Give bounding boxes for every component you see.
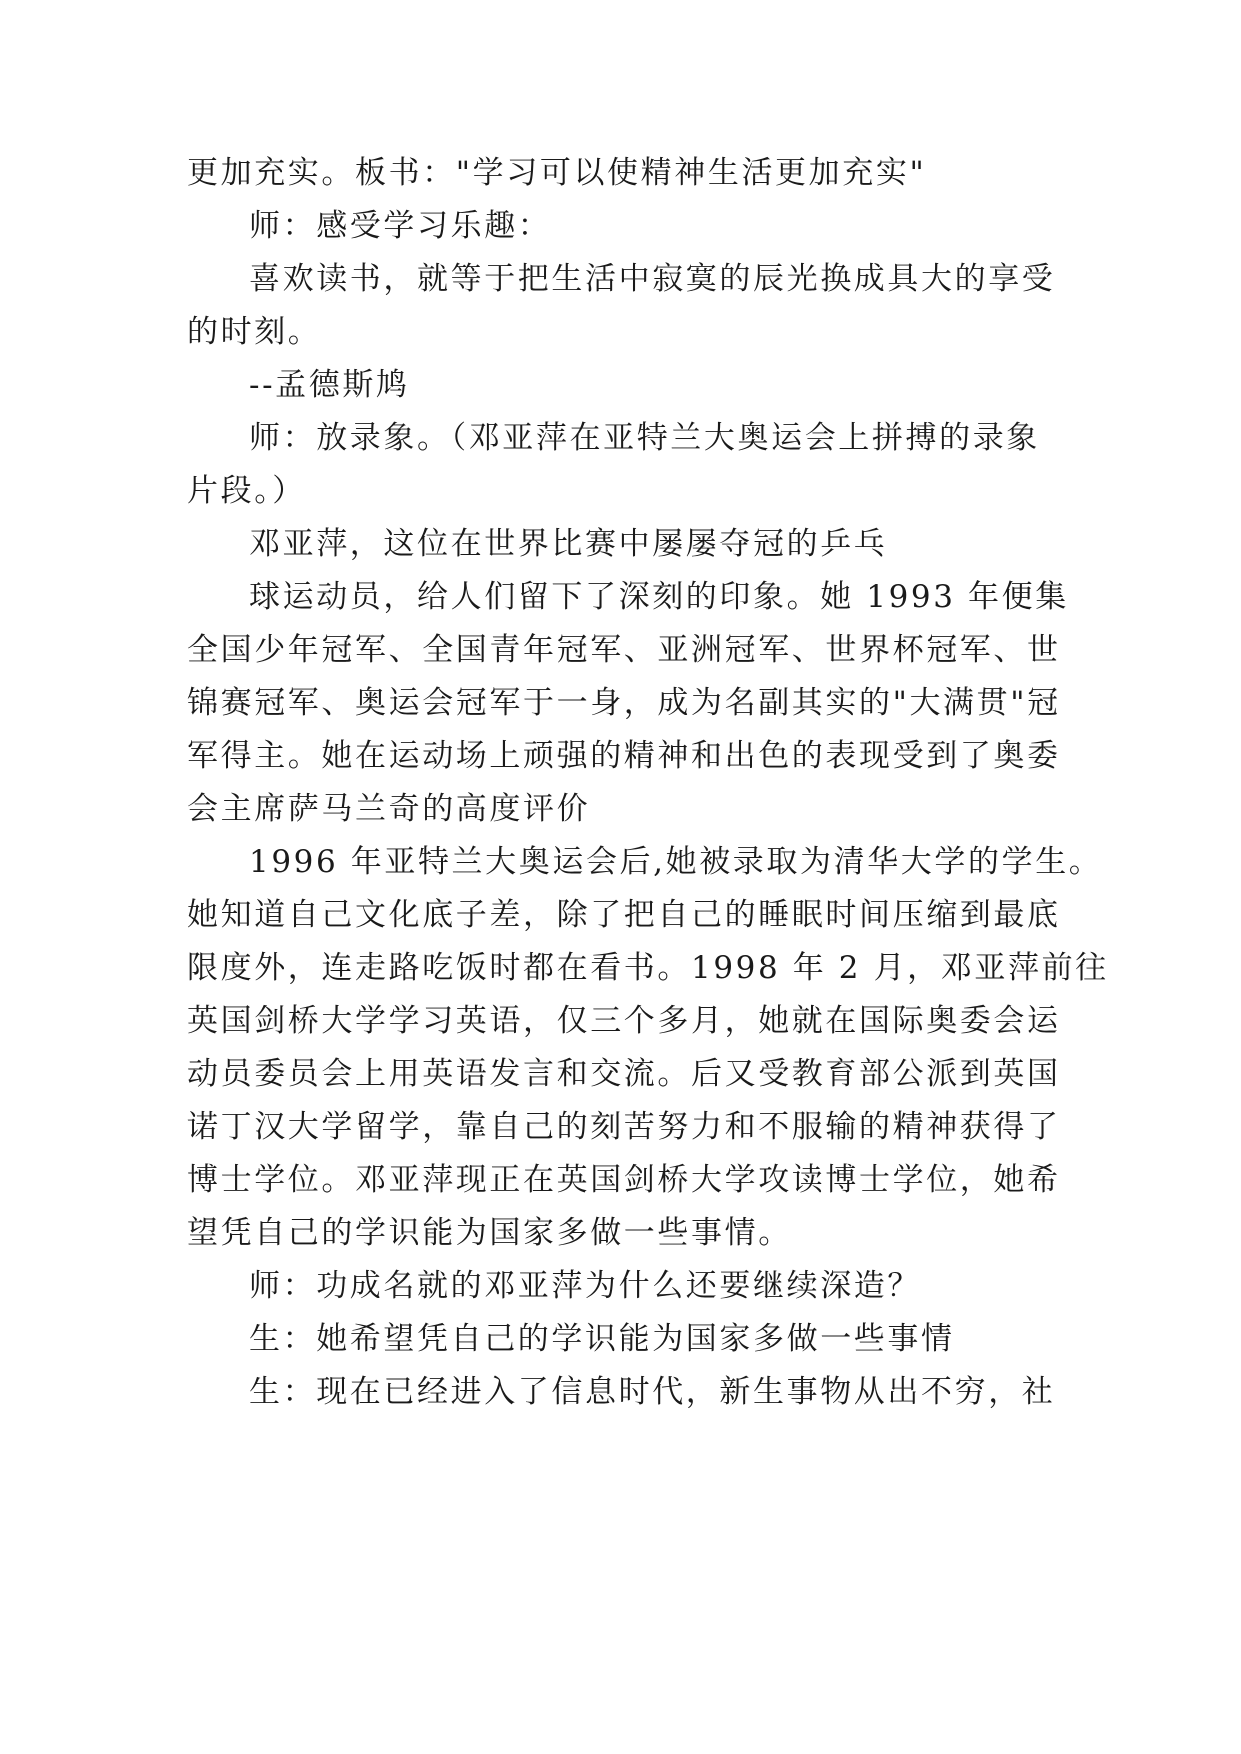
text-line-3: 喜欢读书，就等于把生活中寂寞的辰光换成具大的享受: [249, 261, 1056, 297]
text-line-16: 限度外，连走路吃饭时都在看书。1998 年 2 月，邓亚萍前往: [187, 950, 1109, 986]
text-line-20: 博士学位。邓亚萍现正在英国剑桥大学攻读博士学位，她希: [187, 1162, 1061, 1198]
text-line-19: 诺丁汉大学留学，靠自己的刻苦努力和不服输的精神获得了: [187, 1109, 1061, 1145]
text-line-21: 望凭自己的学识能为国家多做一些事情。: [187, 1215, 792, 1251]
text-line-10: 全国少年冠军、全国青年冠军、亚洲冠军、世界杯冠军、世: [187, 632, 1061, 668]
text-line-2: 师：感受学习乐趣：: [249, 208, 552, 244]
text-line-12: 军得主。她在运动场上顽强的精神和出色的表现受到了奥委: [187, 738, 1061, 774]
text-line-22: 师：功成名就的邓亚萍为什么还要继续深造？: [249, 1268, 921, 1304]
text-line-11: 锦赛冠军、奥运会冠军于一身，成为名副其实的"大满贯"冠: [187, 685, 1061, 721]
text-line-7: 片段。）: [187, 473, 306, 509]
text-line-1: 更加充实。板书："学习可以使精神生活更加充实": [187, 155, 927, 191]
text-line-8: 邓亚萍，这位在世界比赛中屡屡夺冠的乒乓: [249, 526, 888, 562]
text-line-13: 会主席萨马兰奇的高度评价: [187, 791, 591, 827]
text-line-9: 球运动员，给人们留下了深刻的印象。她 1993 年便集: [249, 579, 1069, 615]
text-line-17: 英国剑桥大学学习英语，仅三个多月，她就在国际奥委会运: [187, 1003, 1061, 1039]
text-line-23: 生：她希望凭自己的学识能为国家多做一些事情: [249, 1321, 955, 1357]
text-line-15: 她知道自己文化底子差，除了把自己的睡眠时间压缩到最底: [187, 897, 1061, 933]
text-line-6: 师：放录象。（邓亚萍在亚特兰大奥运会上拼搏的录象: [249, 420, 1040, 456]
text-line-4: 的时刻。: [187, 314, 322, 350]
text-line-18: 动员委员会上用英语发言和交流。后又受教育部公派到英国: [187, 1056, 1061, 1092]
text-line-5: --孟德斯鸠: [249, 367, 410, 403]
text-line-14: 1996 年亚特兰大奥运会后,她被录取为清华大学的学生。: [249, 844, 1103, 880]
text-line-24: 生：现在已经进入了信息时代，新生事物从出不穷，社: [249, 1374, 1056, 1410]
